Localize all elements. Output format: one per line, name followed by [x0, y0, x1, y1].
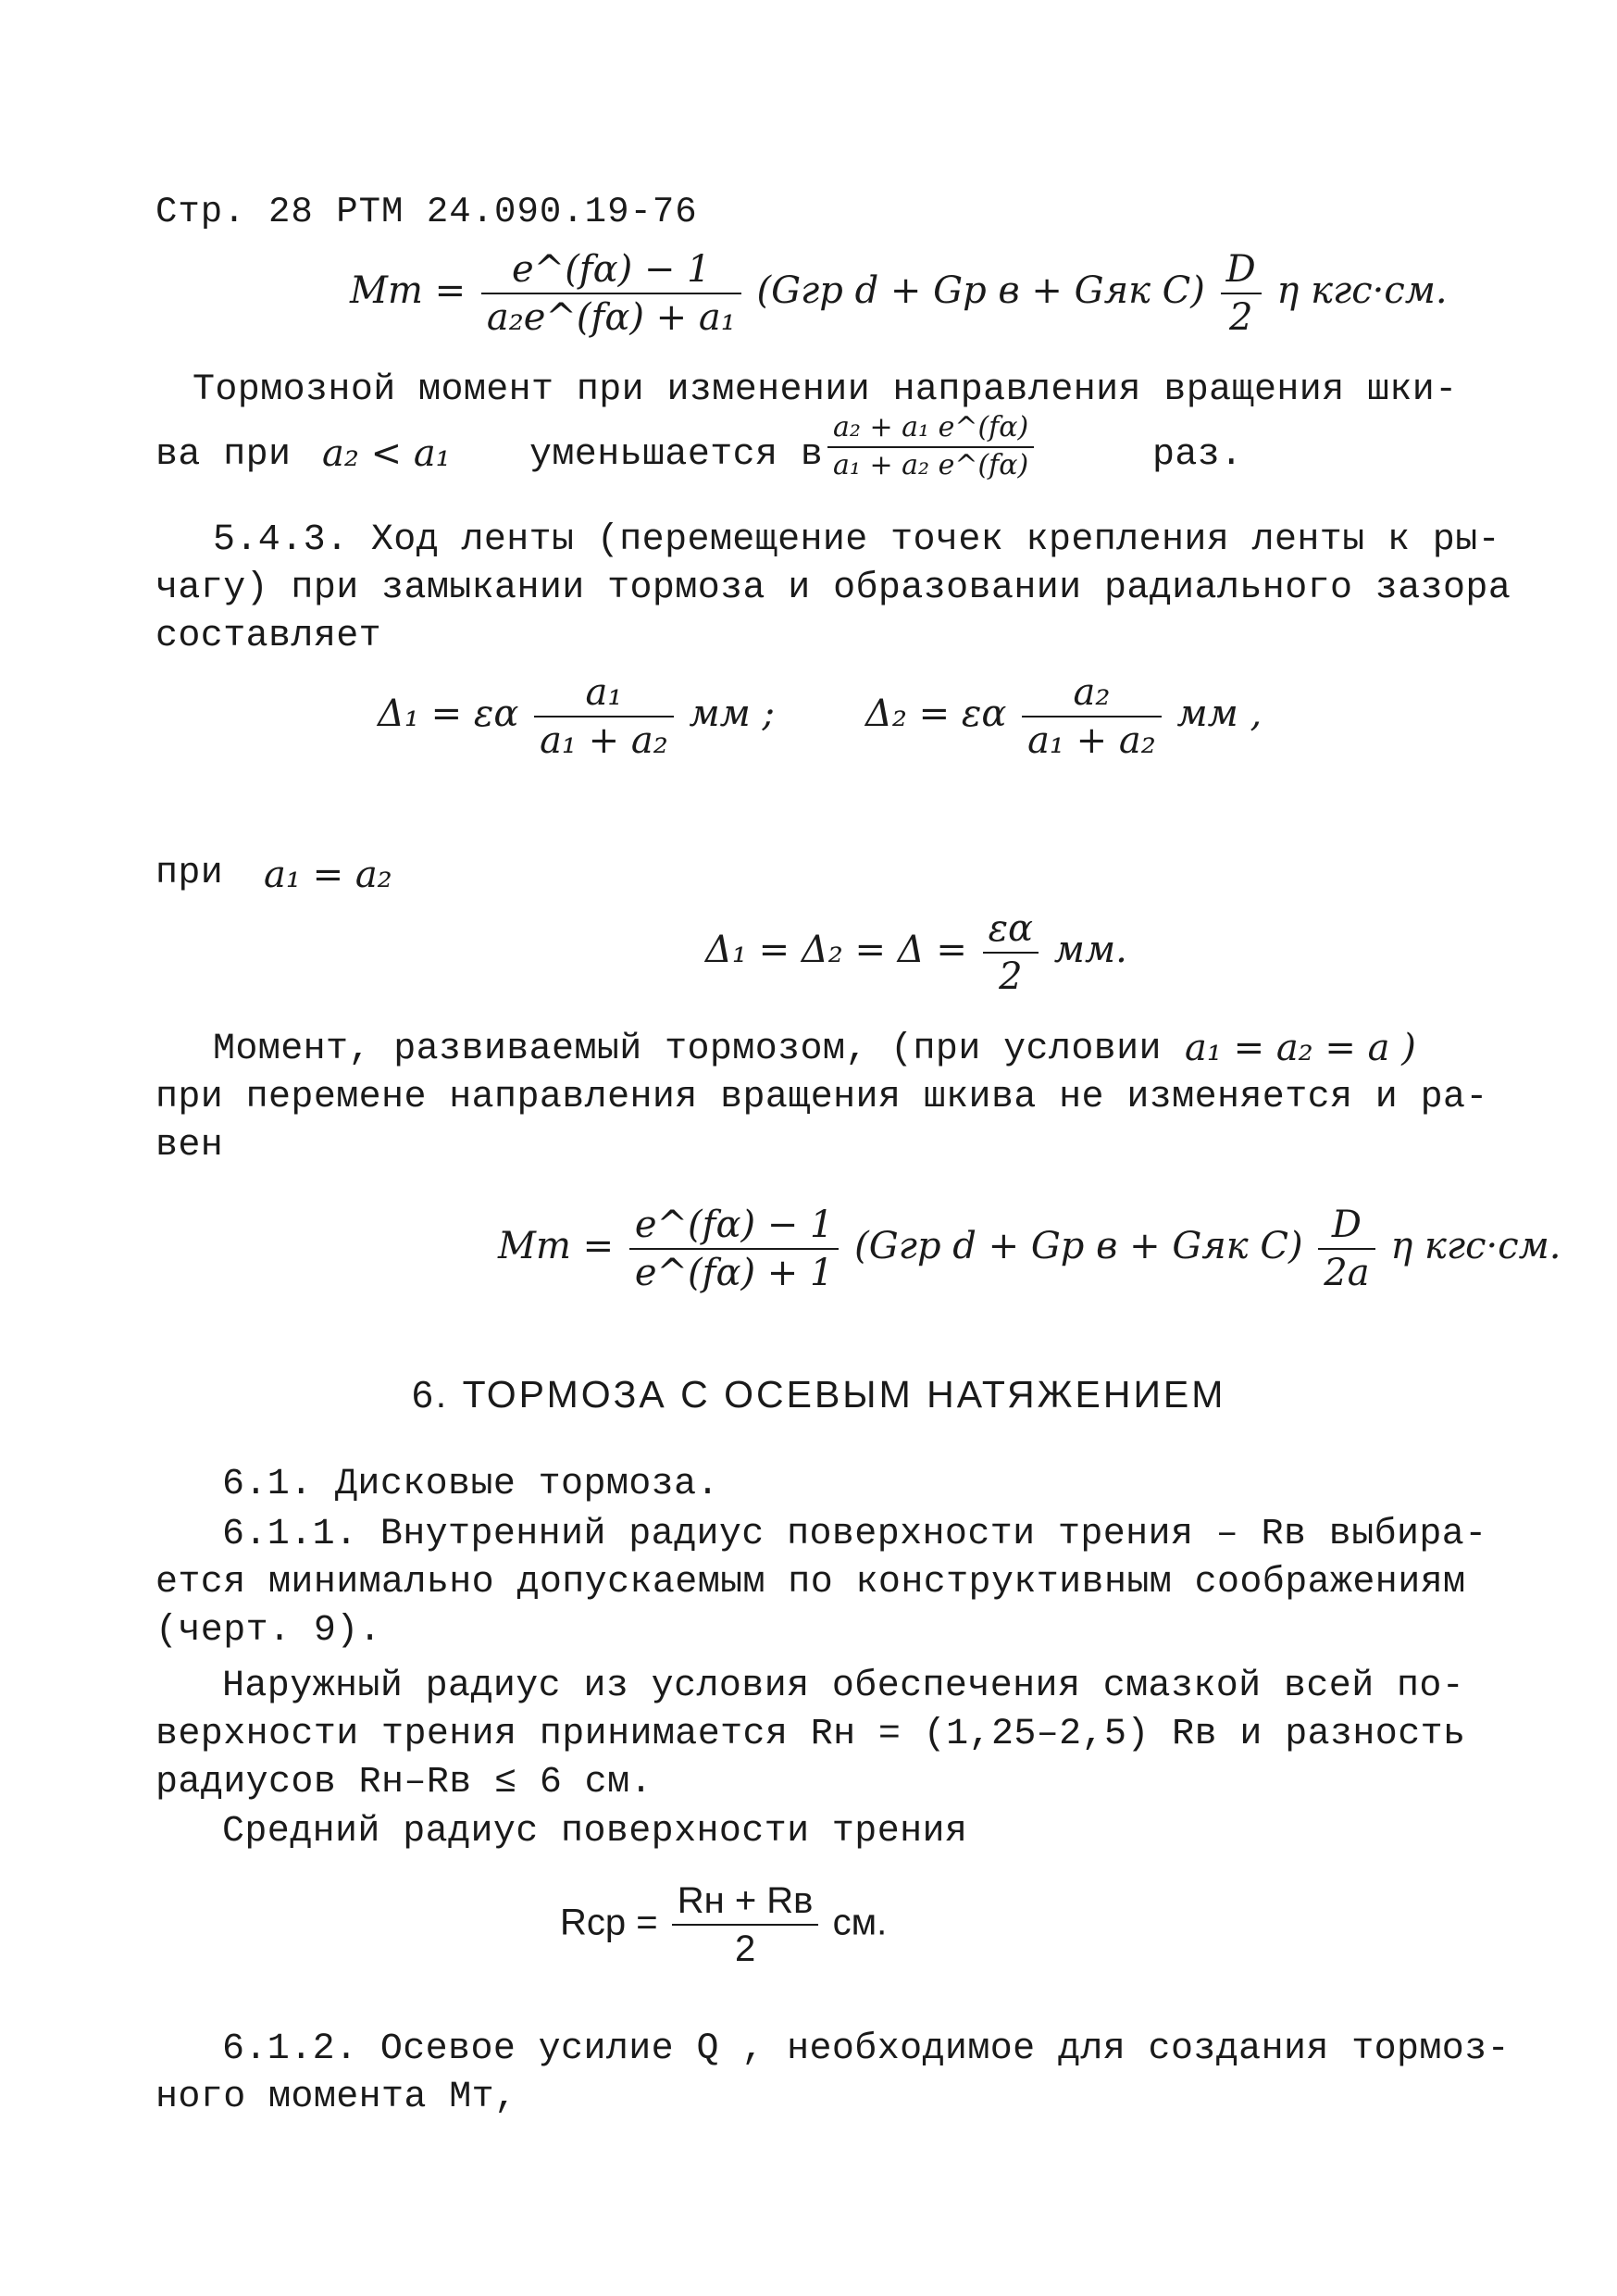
delta2-fraction [1022, 671, 1162, 762]
delta-eq-numerator: εα [988, 907, 1034, 950]
ratio-fraction [824, 412, 1038, 481]
delta1-denominator: a₁ + a₂ [540, 719, 668, 762]
condition-pre: при [155, 853, 224, 894]
delta1-fraction [534, 671, 674, 762]
paragraph-line-pre: Момент, развиваемый тормозом, (при условии [213, 1029, 1162, 1070]
formula4-fraction [629, 1204, 840, 1294]
formula-tail: η кгс·см. [1276, 269, 1448, 312]
formula4-tail: η кгс·см. [1390, 1225, 1561, 1267]
formula-denominator: a₂e^(fα) + a₁ [486, 296, 736, 339]
formula-d-numerator: D [1225, 248, 1256, 291]
delta1-numerator: a₁ [585, 671, 623, 714]
paragraph-line-pre: ва при [155, 434, 292, 476]
condition-a1-eq-a2: a₁ = a₂ [264, 854, 392, 896]
fraction-bar [629, 1248, 840, 1250]
page-header: Стр. 28 РТМ 24.090.19-76 [155, 192, 698, 232]
formula-fraction [481, 248, 741, 339]
formula4-d-numerator: D [1331, 1204, 1362, 1246]
delta-eq-lhs: Δ₁ = Δ₂ = Δ = [705, 929, 967, 971]
formula4-d-denominator: 2a [1324, 1252, 1370, 1294]
mean-radius-lhs: Rср = [560, 1902, 658, 1943]
ratio-denominator: a₁ + a₂ e^(fα) [833, 448, 1029, 481]
formula-lhs: Mт = [350, 269, 466, 312]
delta2-numerator: a₂ [1073, 671, 1111, 714]
mean-radius-fraction [672, 1879, 819, 1970]
formula4-numerator: e^(fα) − 1 [634, 1204, 834, 1246]
formula-d-denominator: 2 [1228, 296, 1253, 339]
delta1-unit: мм ; [689, 693, 776, 735]
condition-equal-a: a₁ = a₂ = a ) [1185, 1027, 1416, 1069]
section-6-1-1-line: (черт. 9). [155, 1610, 382, 1652]
mean-radius-numerator: Rн + Rв [677, 1880, 814, 1921]
fraction-bar [983, 952, 1039, 954]
section-6-1-1-line: 6.1.1. Внутренний радиус поверхности трения – Rв выбира- [222, 1514, 1487, 1555]
formula-mean-radius [560, 1879, 887, 1970]
formula4-denominator: e^(fα) + 1 [634, 1252, 834, 1294]
paragraph-line: вен [155, 1125, 224, 1167]
formula-braking-moment-equal [498, 1204, 1561, 1294]
formula4-lhs: Mт = [498, 1225, 615, 1267]
delta-eq-denominator: 2 [999, 955, 1023, 998]
condition-a2-lt-a1: a₂ < a₁ [322, 432, 451, 475]
delta-eq-unit: мм. [1053, 929, 1127, 971]
section-5-4-3-line: чагу) при замыкании тормоза и образовании радиального зазора [155, 568, 1511, 609]
formula4-body: (Gгр d + Gр в + Gяк C) [854, 1225, 1303, 1267]
ratio-numerator: a₂ + a₁ e^(fα) [833, 411, 1029, 443]
formula-body: (Gгр d + Gр в + Gяк C) [756, 269, 1205, 312]
delta2-lhs: Δ₂ = εα [865, 693, 1007, 735]
paragraph-line: Средний радиус поверхности трения [222, 1811, 968, 1853]
mean-radius-unit: см. [832, 1902, 888, 1943]
section-heading: 6. ТОРМОЗА С ОСЕВЫМ НАТЯЖЕНИЕМ [412, 1373, 1226, 1416]
formula-delta2 [865, 671, 1262, 762]
paragraph-line: радиусов Rн–Rв ≤ 6 см. [155, 1762, 653, 1803]
formula-fraction-d [1221, 248, 1262, 339]
ratio-frac [827, 412, 1034, 481]
formula-delta1 [378, 671, 775, 762]
section-6-1: 6.1. Дисковые тормоза. [222, 1464, 719, 1505]
formula4-fraction-d [1318, 1204, 1374, 1294]
fraction-bar [1022, 716, 1162, 718]
section-6-1-2-line: ного момента Mт, [155, 2077, 517, 2118]
paragraph-line: Наружный радиус из условия обеспечения смазкой всей по- [222, 1666, 1465, 1707]
delta2-unit: мм , [1176, 693, 1263, 735]
fraction-bar [534, 716, 674, 718]
section-6-1-2-line: 6.1.2. Осевое усилие Q , необходимое для создания тормоз- [222, 2028, 1511, 2070]
paragraph-line-mid: уменьшается в [529, 434, 824, 476]
paragraph-line: при перемене направления вращения шкива не изменяется и ра- [155, 1077, 1488, 1118]
fraction-bar [672, 1924, 819, 1926]
formula-numerator: e^(fα) − 1 [512, 248, 711, 291]
paragraph-line: верхности трения принимается Rн = (1,25–2,5) Rв и разность [155, 1714, 1466, 1755]
fraction-bar [481, 293, 741, 294]
delta-eq-fraction [983, 907, 1039, 998]
section-5-4-3-line: составляет [155, 616, 382, 657]
section-6-1-1-line: ется минимально допускаемым по конструктивным соображениям [155, 1562, 1466, 1603]
fraction-bar [1318, 1248, 1374, 1250]
mean-radius-denominator: 2 [734, 1928, 756, 1969]
paragraph-line-post: раз. [1152, 434, 1243, 476]
delta1-lhs: Δ₁ = εα [378, 693, 519, 735]
section-5-4-3-line: 5.4.3. Ход ленты (перемещение точек крепления ленты к ры- [213, 519, 1501, 561]
paragraph-line: Тормозной момент при изменении направления вращения шки- [193, 369, 1458, 411]
formula-braking-moment [350, 248, 1448, 339]
delta2-denominator: a₁ + a₂ [1027, 719, 1156, 762]
fraction-bar [1221, 293, 1262, 294]
formula-delta-equal [705, 907, 1127, 998]
fraction-bar [827, 446, 1034, 448]
